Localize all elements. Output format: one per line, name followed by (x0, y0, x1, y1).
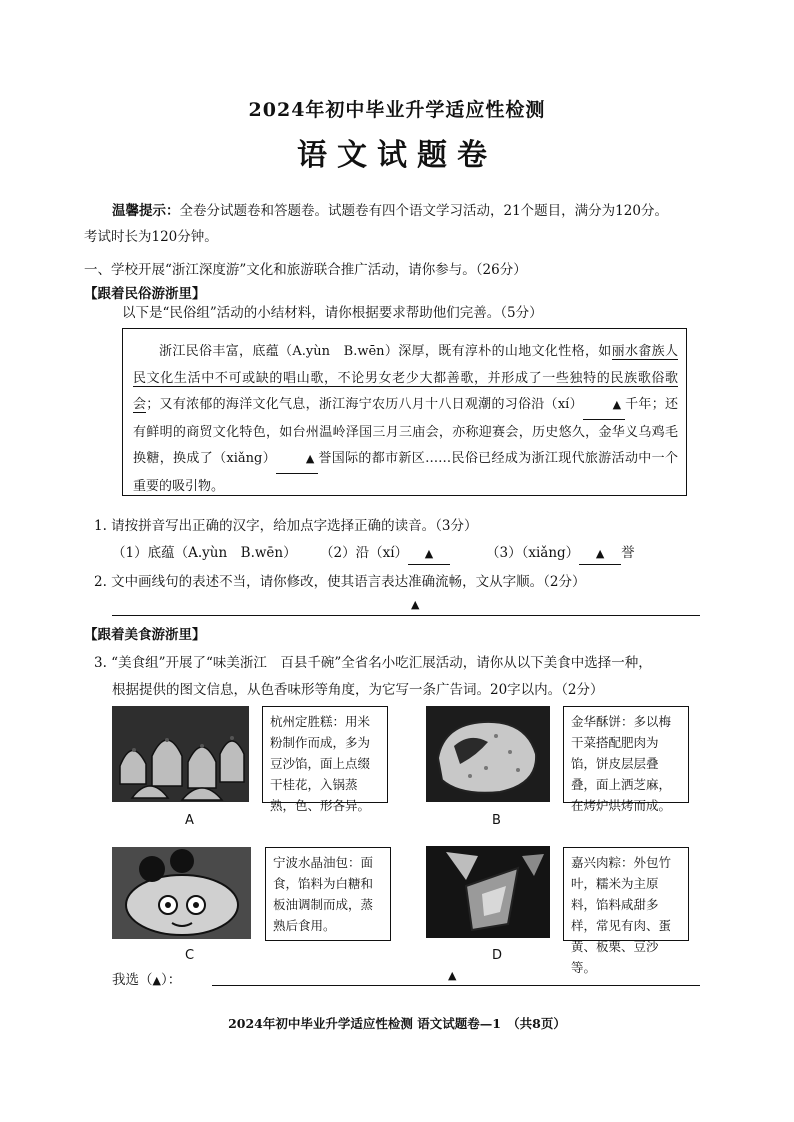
answer-choice (112, 970, 181, 991)
food-desc-a (262, 706, 388, 813)
page-footer: 2024年初中毕业升学适应性检测 语文试题卷—1 （共8页） (228, 1016, 566, 1031)
food-desc-c-text: 宁波水晶油包：面食，馅料为白糖和板油调制而成，蒸熟后食用。 (273, 855, 374, 933)
answer-suffix: ）： (160, 972, 182, 988)
exam-subject-title: 语文试题卷 (297, 138, 497, 173)
q1-item-3-tail: 誉 (621, 545, 635, 561)
exam-title: 2024年初中毕业升学适应性检测 (248, 99, 546, 121)
sub2-title: 【跟着美食游浙里】 (84, 627, 206, 643)
zongzi-icon (426, 846, 550, 938)
food-label-a: A (185, 813, 194, 828)
passage-box (122, 328, 687, 496)
q1-stem: 1. 请按拼音写出正确的汉字，给加点字选择正确的读音。（3分） (94, 518, 478, 534)
passage-part-3: ；又有浓郁的海洋文化气息，浙江海宁农历八月十八日观潮的习俗沿（xí） (146, 397, 583, 412)
triangle-marker: ▲ (305, 452, 315, 465)
answer-prefix: 我选（ (112, 972, 153, 988)
food-label-b: B (492, 813, 501, 828)
q1-item-2-label: （2）沿（xí） (320, 545, 409, 561)
q1-blank-3[interactable] (579, 543, 621, 565)
passage-part-1: 浙江民俗丰富，底蕴（A.yùn B.wēn）深厚，既有淳朴的山地文化性格，如 (159, 344, 612, 359)
passage-text (133, 339, 678, 500)
passage-part-5: 誉国际的都市新区……民俗已经成为浙江现代旅游活动中一个重要的吸引物。 (133, 451, 678, 494)
q3-marker: ▲ (448, 969, 457, 982)
triangle-marker: ▲ (424, 547, 434, 560)
q1-item-2 (320, 543, 450, 565)
q1-item-1: （1）底蕴（A.yùn B.wēn） (112, 545, 297, 561)
q1-item-3 (486, 543, 635, 565)
sub1-title: 【跟着民俗游浙里】 (84, 286, 206, 302)
q3-stem-1: 3. “美食组”开展了“味美浙江 百县千碗”全省名小吃汇展活动，请你从以下美食中选择一种， (94, 655, 652, 671)
q3-answer-line[interactable] (212, 985, 700, 986)
triangle-marker: ▲ (595, 547, 605, 560)
food-desc-b-text: 金华酥饼：多以梅干菜搭配肥肉为馅，饼皮层层叠叠，面上洒芝麻，在烤炉烘烤而成。 (571, 714, 672, 813)
q3-stem-2: 根据提供的图文信息，从色香味形等角度，为它写一条广告词。20字以内。（2分） (112, 682, 604, 698)
q1-item-3-label: （3）（xiǎng） (486, 545, 580, 561)
food-desc-b (563, 706, 689, 813)
q2-stem: 2. 文中画线句的表述不当，请你修改，使其语言表达准确流畅，文从字顺。（2分） (94, 574, 586, 590)
blank-2[interactable] (276, 446, 318, 474)
sub1-intro: 以下是“民俗组”活动的小结材料，请你根据要求帮助他们完善。（5分） (122, 305, 543, 321)
notice-text: 全卷分试题卷和答题卷。试题卷有四个语文学习活动，21个题目，满分为120分。 (179, 203, 668, 219)
underlined-sentence: 丽水畲族人民文化生活中不可或缺的唱山歌，不论男女老少大都善歌，并形成了一些独特的民族歌俗歌会 (133, 344, 678, 412)
notice-text-2: 考试时长为120分钟。 (84, 229, 218, 245)
food-image-a (112, 706, 249, 802)
choice-marker[interactable]: ▲ (152, 974, 161, 987)
food-desc-a-text: 杭州定胜糕：用米粉制作而成，多为豆沙馅，面上点缀干桂花，入锅蒸熟，色、形各异。 (270, 714, 371, 813)
pastry-icon (426, 706, 550, 802)
notice (112, 201, 668, 221)
triangle-marker: ▲ (612, 398, 622, 411)
food-label-d: D (492, 948, 503, 963)
section1-heading: 一、学校开展“浙江深度游”文化和旅游联合推广活动，请你参与。（26分） (84, 262, 527, 278)
food-image-d (426, 846, 550, 938)
q1-blank-2[interactable] (408, 543, 450, 565)
passage-part-4: 千年；还有鲜明的商贸文化特色，如台州温岭泽国三月三庙会，亦称迎赛会，历史悠久，金华义乌鸡毛换糖，换成了（xiǎng） (133, 397, 678, 466)
bun-icon (112, 847, 251, 939)
blank-1[interactable] (583, 392, 625, 420)
food-image-b (426, 706, 550, 802)
notice-label: 温馨提示： (112, 203, 180, 219)
cake-icon (112, 706, 249, 802)
food-label-c: C (185, 948, 195, 963)
food-desc-c (265, 847, 391, 941)
q2-answer-line[interactable] (112, 615, 700, 616)
q2-marker: ▲ (411, 598, 420, 611)
food-image-c (112, 847, 251, 939)
food-desc-d-text: 嘉兴肉粽：外包竹叶，糯米为主原料，馅料咸甜多样，常见有肉、蛋黄、板栗、豆沙等。 (571, 855, 672, 975)
food-desc-d (563, 847, 689, 975)
